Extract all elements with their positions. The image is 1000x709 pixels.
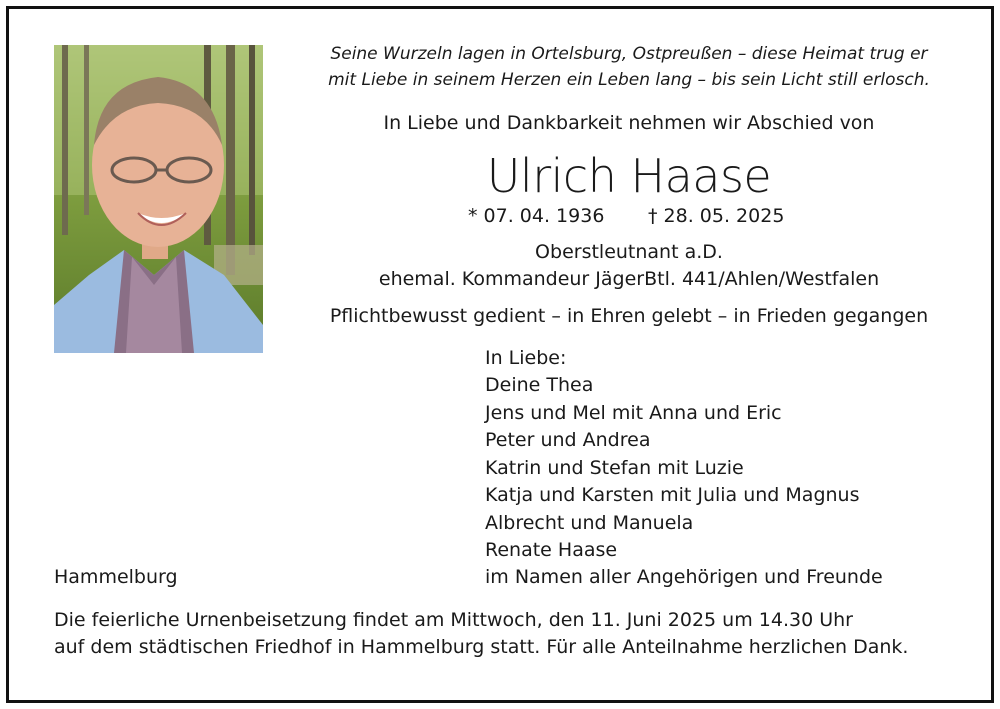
portrait-photo	[54, 45, 263, 353]
rank-text: Oberstleutnant a.D.	[535, 241, 723, 263]
footer-line-2: auf dem städtischen Friedhof in Hammelburg statt. Für alle Anteilnahme herzlichen Dank.	[54, 636, 909, 658]
intro-text: In Liebe und Dankbarkeit nehmen wir Abschied von	[383, 112, 875, 134]
mourner-line: Katrin und Stefan mit Luzie	[485, 457, 744, 479]
mourner-line: Renate Haase	[485, 539, 618, 561]
footer-line-1: Die feierliche Urnenbeisetzung findet am Mittwoch, den 11. Juni 2025 um 14.30 Uhr	[54, 609, 853, 631]
mourner-line: Peter und Andrea	[485, 429, 651, 451]
obituary-notice	[6, 6, 994, 703]
portrait-illustration	[54, 45, 263, 353]
role-text: ehemal. Kommandeur JägerBtl. 441/Ahlen/Westfalen	[378, 268, 880, 290]
mourner-line: In Liebe:	[485, 347, 567, 369]
birth-date: * 07. 04. 1936	[468, 205, 605, 227]
place-name: Hammelburg	[54, 566, 178, 588]
death-date: † 28. 05. 2025	[648, 205, 785, 227]
mourner-line: Albrecht und Manuela	[485, 512, 694, 534]
deceased-name: Ulrich Haase	[486, 149, 772, 203]
quote-line-2: mit Liebe in seinem Herzen ein Leben lang – bis sein Licht still erlosch.	[328, 70, 930, 90]
quote-line-1: Seine Wurzeln lagen in Ortelsburg, Ostpreußen – diese Heimat trug er	[330, 44, 928, 64]
motto-text: Pflichtbewusst gedient – in Ehren gelebt – in Frieden gegangen	[329, 305, 929, 327]
mourner-line: Jens und Mel mit Anna und Eric	[485, 402, 782, 424]
mourner-line: im Namen aller Angehörigen und Freunde	[485, 566, 883, 588]
mourner-line: Katja und Karsten mit Julia und Magnus	[485, 484, 860, 506]
mourner-line: Deine Thea	[485, 374, 594, 396]
